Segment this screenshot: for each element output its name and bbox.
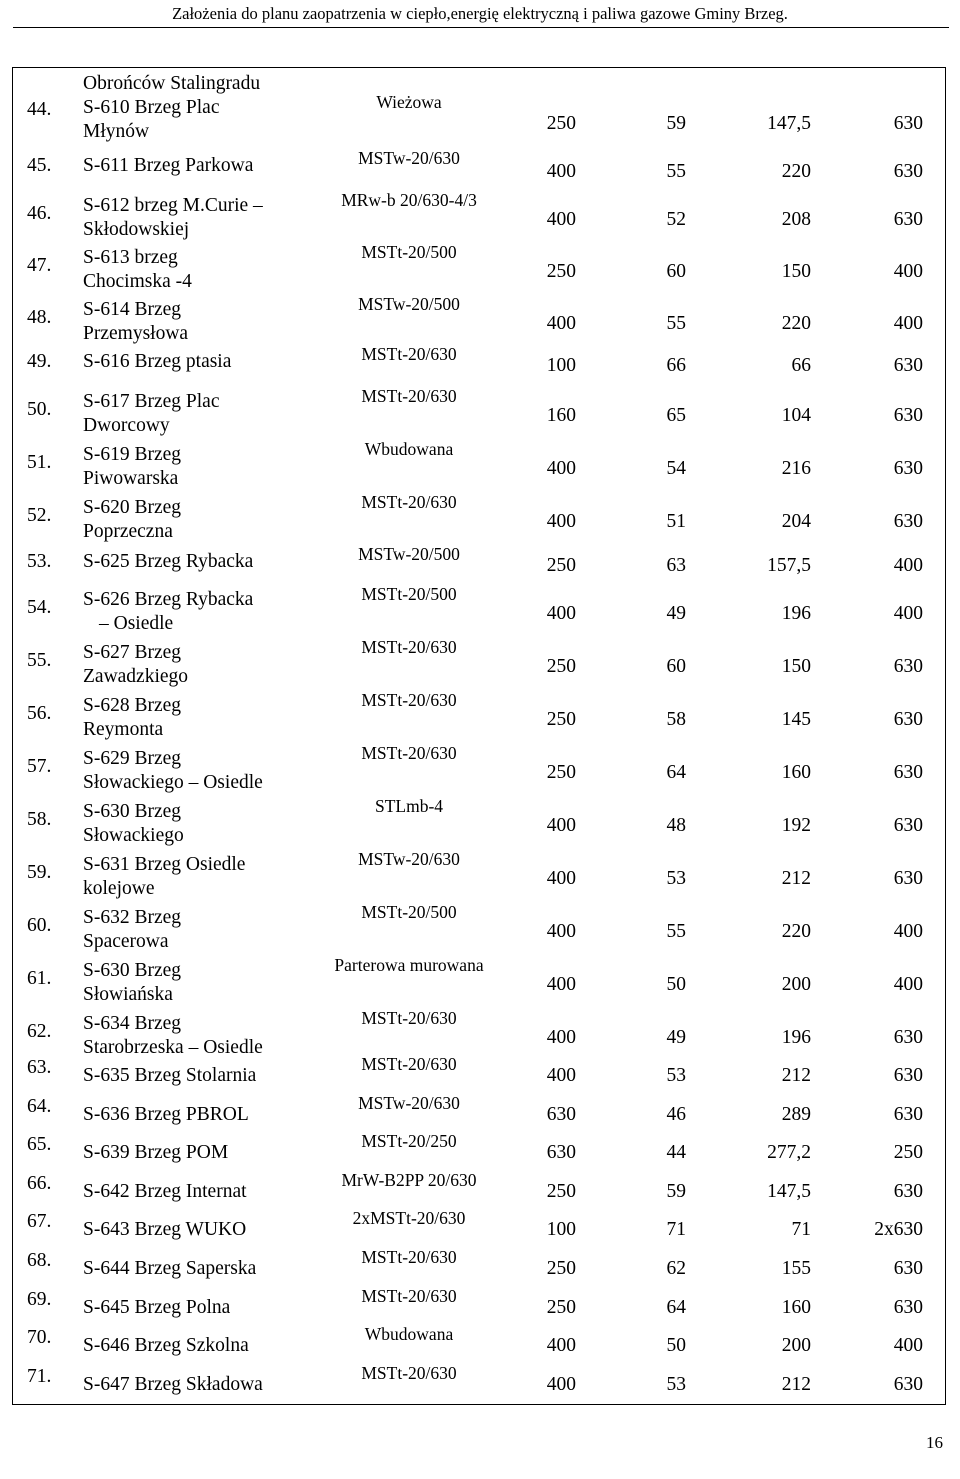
table-row <box>13 148 945 194</box>
station-name-line: kolejowe <box>83 878 155 899</box>
station-name-line: S-636 Brzeg PBROL <box>83 1104 249 1125</box>
station-name-line: Młynów <box>83 121 150 142</box>
row-number: 52. <box>27 505 52 526</box>
value-v1: 400 <box>546 815 576 836</box>
station-name <box>83 246 192 294</box>
value-v1: 400 <box>546 921 576 942</box>
row-number: 57. <box>27 756 52 777</box>
value-v3: 160 <box>781 1297 811 1318</box>
row-number: 47. <box>27 255 52 276</box>
station-name-line: S-646 Brzeg Szkolna <box>83 1335 249 1356</box>
value-v3: 212 <box>781 1065 811 1086</box>
station-type: MSTt-20/250 <box>361 1131 457 1151</box>
station-name-line: S-628 Brzeg <box>83 695 182 716</box>
station-type: 2xMSTt-20/630 <box>352 1208 466 1228</box>
value-v4: 630 <box>893 762 923 783</box>
substation-table <box>12 67 946 1405</box>
value-v2: 65 <box>666 405 686 426</box>
station-type: STLmb-4 <box>374 796 444 816</box>
station-name <box>83 906 181 954</box>
value-v2: 60 <box>666 261 686 282</box>
station-name <box>83 1257 256 1281</box>
table-row <box>13 386 945 442</box>
row-number: 65. <box>27 1134 52 1155</box>
station-name-line: S-611 Brzeg Parkowa <box>83 155 254 176</box>
station-type: MSTt-20/630 <box>361 637 457 657</box>
value-v3: 200 <box>781 974 811 995</box>
station-type: MSTt-20/630 <box>361 743 457 763</box>
value-v1: 400 <box>546 974 576 995</box>
station-type: MSTw-20/500 <box>358 544 460 564</box>
table-row <box>13 637 945 693</box>
station-name <box>83 496 181 544</box>
station-name <box>83 350 231 374</box>
table-row <box>13 584 945 640</box>
station-name-line: Słowackiego – Osiedle <box>83 772 263 793</box>
page-number: 16 <box>926 1433 943 1452</box>
station-type: MSTt-20/500 <box>361 902 457 922</box>
value-v3: 216 <box>781 458 811 479</box>
value-v4: 630 <box>893 709 923 730</box>
value-v2: 48 <box>666 815 686 836</box>
value-v1: 400 <box>546 458 576 479</box>
station-name-line: Słowackiego <box>83 825 184 846</box>
value-v3: 277,2 <box>767 1142 811 1163</box>
station-name-line: Starobrzeska – Osiedle <box>83 1037 263 1058</box>
table-row <box>13 1363 945 1411</box>
value-v2: 63 <box>666 555 686 576</box>
value-v1: 400 <box>546 313 576 334</box>
station-name-line: Zawadzkiego <box>83 666 189 687</box>
station-name <box>83 72 260 144</box>
value-v3: 208 <box>781 209 811 230</box>
station-name-line: S-614 Brzeg <box>83 299 182 320</box>
station-name <box>83 390 219 438</box>
value-v1: 400 <box>546 511 576 532</box>
value-v3: 150 <box>781 656 811 677</box>
station-name <box>83 853 245 901</box>
value-v1: 630 <box>546 1104 576 1125</box>
row-number: 60. <box>27 915 52 936</box>
station-type: MSTt-20/630 <box>361 1247 457 1267</box>
value-v4: 630 <box>893 1065 923 1086</box>
value-v4: 250 <box>893 1142 923 1163</box>
value-v2: 50 <box>666 974 686 995</box>
value-v3: 147,5 <box>767 113 811 134</box>
value-v3: 200 <box>781 1335 811 1356</box>
value-v4: 630 <box>893 1027 923 1048</box>
value-v1: 400 <box>546 1374 576 1395</box>
table-row <box>13 690 945 746</box>
station-name <box>83 154 253 178</box>
station-name <box>83 959 181 1007</box>
station-name <box>83 298 188 346</box>
value-v3: 160 <box>781 762 811 783</box>
station-name <box>83 1334 249 1358</box>
value-v2: 71 <box>666 1219 686 1240</box>
row-number: 63. <box>27 1057 52 1078</box>
station-name-line: S-625 Brzeg Rybacka <box>83 551 254 572</box>
station-name <box>83 443 181 491</box>
station-name-line: S-644 Brzeg Saperska <box>83 1258 257 1279</box>
value-v1: 400 <box>546 1065 576 1086</box>
value-v4: 630 <box>893 815 923 836</box>
row-number: 68. <box>27 1250 52 1271</box>
value-v3: 220 <box>781 921 811 942</box>
row-number: 44. <box>27 99 52 120</box>
value-v2: 64 <box>666 1297 686 1318</box>
value-v4: 630 <box>893 656 923 677</box>
table-row <box>13 796 945 852</box>
row-number: 59. <box>27 862 52 883</box>
station-name-line: S-639 Brzeg POM <box>83 1142 229 1163</box>
station-name-line: Spacerowa <box>83 931 169 952</box>
value-v1: 630 <box>546 1142 576 1163</box>
value-v4: 630 <box>893 1104 923 1125</box>
value-v3: 289 <box>781 1104 811 1125</box>
value-v4: 630 <box>893 1181 923 1202</box>
station-name-line: S-647 Brzeg Składowa <box>83 1374 263 1395</box>
station-name <box>83 550 253 574</box>
station-name <box>83 800 184 848</box>
header-divider <box>13 27 949 28</box>
station-name <box>83 1373 263 1397</box>
station-name <box>83 747 263 795</box>
station-name-line: Przemysłowa <box>83 323 189 344</box>
station-type: MSTt-20/630 <box>361 344 457 364</box>
value-v3: 212 <box>781 868 811 889</box>
value-v1: 400 <box>546 1335 576 1356</box>
value-v2: 46 <box>666 1104 686 1125</box>
station-type: MRw-b 20/630-4/3 <box>341 190 477 210</box>
station-name-line: S-643 Brzeg WUKO <box>83 1219 247 1240</box>
value-v4: 630 <box>893 1374 923 1395</box>
value-v2: 50 <box>666 1335 686 1356</box>
value-v4: 630 <box>893 1297 923 1318</box>
value-v2: 49 <box>666 1027 686 1048</box>
station-type: MSTw-20/630 <box>358 148 460 168</box>
value-v2: 51 <box>666 511 686 532</box>
value-v1: 250 <box>546 555 576 576</box>
value-v1: 250 <box>546 1297 576 1318</box>
station-name-line: S-612 brzeg M.Curie – <box>83 195 263 216</box>
value-v4: 630 <box>893 458 923 479</box>
table-row <box>13 849 945 905</box>
value-v2: 53 <box>666 1065 686 1086</box>
station-name-line: S-630 Brzeg <box>83 801 182 822</box>
table-row <box>13 242 945 298</box>
station-name-line: Dworcowy <box>83 415 170 436</box>
station-type: MrW-B2PP 20/630 <box>341 1170 477 1190</box>
page-header: Założenia do planu zaopatrzenia w ciepło,energię elektryczną i paliwa gazowe Gminy Brzeg. <box>172 4 788 23</box>
station-type: Wbudowana <box>364 439 454 459</box>
table-row <box>13 492 945 548</box>
station-name-line: S-619 Brzeg <box>83 444 182 465</box>
value-v1: 250 <box>546 1258 576 1279</box>
station-name <box>83 588 253 636</box>
row-number: 54. <box>27 597 52 618</box>
table-row <box>13 743 945 799</box>
station-name <box>83 1218 246 1242</box>
row-number: 51. <box>27 452 52 473</box>
station-name-line: S-634 Brzeg <box>83 1013 182 1034</box>
value-v3: 212 <box>781 1374 811 1395</box>
station-type: MSTw-20/630 <box>358 1093 460 1113</box>
station-type: MSTt-20/630 <box>361 386 457 406</box>
value-v4: 630 <box>893 405 923 426</box>
value-v4: 630 <box>893 355 923 376</box>
table-row <box>13 902 945 958</box>
value-v3: 157,5 <box>767 555 811 576</box>
row-number: 58. <box>27 809 52 830</box>
row-number: 46. <box>27 203 52 224</box>
station-type: MSTt-20/630 <box>361 1286 457 1306</box>
station-name-line: Reymonta <box>83 719 164 740</box>
station-name <box>83 1103 249 1127</box>
station-name-line: S-645 Brzeg Polna <box>83 1297 231 1318</box>
station-name <box>83 1064 256 1088</box>
station-type: MSTt-20/630 <box>361 1363 457 1383</box>
value-v3: 147,5 <box>767 1181 811 1202</box>
station-type: Wbudowana <box>364 1324 454 1344</box>
value-v1: 160 <box>546 405 576 426</box>
value-v1: 250 <box>546 261 576 282</box>
row-number: 61. <box>27 968 52 989</box>
station-type: MSTt-20/630 <box>361 1054 457 1074</box>
station-name-line: S-616 Brzeg ptasia <box>83 351 232 372</box>
station-type: MSTt-20/630 <box>361 690 457 710</box>
value-v2: 55 <box>666 161 686 182</box>
value-v2: 49 <box>666 603 686 624</box>
row-number: 50. <box>27 399 52 420</box>
station-name-line: Słowiańska <box>83 984 173 1005</box>
station-name-line: S-629 Brzeg <box>83 748 182 769</box>
value-v4: 630 <box>893 868 923 889</box>
value-v3: 145 <box>781 709 811 730</box>
value-v4: 400 <box>893 974 923 995</box>
row-number: 67. <box>27 1211 52 1232</box>
value-v2: 59 <box>666 113 686 134</box>
station-name-line: S-642 Brzeg Internat <box>83 1181 247 1202</box>
station-name-line: Chocimska -4 <box>83 271 192 292</box>
value-v2: 58 <box>666 709 686 730</box>
value-v4: 630 <box>893 113 923 134</box>
station-type: MSTt-20/630 <box>361 1008 457 1028</box>
value-v1: 100 <box>546 1219 576 1240</box>
value-v3: 155 <box>781 1258 811 1279</box>
value-v3: 192 <box>781 815 811 836</box>
value-v1: 400 <box>546 161 576 182</box>
station-name <box>83 1180 247 1204</box>
value-v3: 66 <box>791 355 811 376</box>
row-number: 66. <box>27 1173 52 1194</box>
value-v2: 44 <box>666 1142 686 1163</box>
value-v1: 400 <box>546 1027 576 1048</box>
station-name-line: Obrońców Stalingradu <box>83 73 261 94</box>
row-number: 71. <box>27 1366 52 1387</box>
row-number: 69. <box>27 1289 52 1310</box>
value-v2: 64 <box>666 762 686 783</box>
row-number: 70. <box>27 1327 52 1348</box>
station-name <box>83 694 181 742</box>
station-name <box>83 1141 228 1165</box>
value-v1: 250 <box>546 1181 576 1202</box>
row-number: 62. <box>27 1021 52 1042</box>
station-type: MSTw-20/500 <box>358 294 460 314</box>
station-name <box>83 1012 263 1060</box>
value-v2: 62 <box>666 1258 686 1279</box>
value-v4: 400 <box>893 603 923 624</box>
row-number: 56. <box>27 703 52 724</box>
station-name-line: S-630 Brzeg <box>83 960 182 981</box>
station-name-line: S-635 Brzeg Stolarnia <box>83 1065 257 1086</box>
row-number: 49. <box>27 351 52 372</box>
value-v2: 53 <box>666 1374 686 1395</box>
value-v2: 55 <box>666 921 686 942</box>
value-v4: 400 <box>893 261 923 282</box>
value-v1: 250 <box>546 762 576 783</box>
table-row <box>13 439 945 495</box>
table-row <box>13 294 945 350</box>
value-v1: 250 <box>546 113 576 134</box>
row-number: 45. <box>27 155 52 176</box>
station-name-line: S-617 Brzeg Plac <box>83 391 220 412</box>
station-name <box>83 1296 230 1320</box>
value-v1: 400 <box>546 603 576 624</box>
table-row <box>13 72 945 156</box>
row-number: 53. <box>27 551 52 572</box>
station-name-line: Piwowarska <box>83 468 179 489</box>
value-v4: 630 <box>893 511 923 532</box>
value-v1: 250 <box>546 709 576 730</box>
station-name-line: S-632 Brzeg <box>83 907 182 928</box>
value-v4: 630 <box>893 161 923 182</box>
station-type: MSTt-20/500 <box>361 242 457 262</box>
station-name-line: S-620 Brzeg <box>83 497 182 518</box>
value-v4: 400 <box>893 555 923 576</box>
value-v3: 150 <box>781 261 811 282</box>
value-v2: 60 <box>666 656 686 677</box>
value-v4: 630 <box>893 1258 923 1279</box>
value-v1: 100 <box>546 355 576 376</box>
value-v2: 54 <box>666 458 686 479</box>
row-number: 64. <box>27 1096 52 1117</box>
station-name-line: S-610 Brzeg Plac <box>83 97 220 118</box>
station-name <box>83 641 188 689</box>
station-name-line: S-613 brzeg <box>83 247 178 268</box>
value-v3: 71 <box>791 1219 811 1240</box>
value-v3: 220 <box>781 313 811 334</box>
value-v4: 400 <box>893 313 923 334</box>
value-v1: 400 <box>546 209 576 230</box>
table-row <box>13 190 945 246</box>
station-name <box>83 194 263 242</box>
station-type: MSTt-20/500 <box>361 584 457 604</box>
value-v1: 250 <box>546 656 576 677</box>
value-v3: 104 <box>781 405 811 426</box>
station-type: MSTt-20/630 <box>361 492 457 512</box>
station-name-line: S-626 Brzeg Rybacka <box>83 589 254 610</box>
station-name-line: – Osiedle <box>99 613 174 634</box>
table-row <box>13 955 945 1011</box>
station-type: Wieżowa <box>376 92 442 112</box>
value-v3: 220 <box>781 161 811 182</box>
row-number: 48. <box>27 307 52 328</box>
table-row <box>13 344 945 388</box>
value-v3: 196 <box>781 1027 811 1048</box>
station-name-line: S-627 Brzeg <box>83 642 182 663</box>
value-v4: 400 <box>893 1335 923 1356</box>
value-v1: 400 <box>546 868 576 889</box>
station-name-line: Poprzeczna <box>83 521 173 542</box>
table-row <box>13 544 945 588</box>
value-v4: 2x630 <box>874 1219 923 1240</box>
value-v2: 52 <box>666 209 686 230</box>
value-v2: 66 <box>666 355 686 376</box>
value-v4: 630 <box>893 209 923 230</box>
value-v3: 204 <box>781 511 811 532</box>
value-v3: 196 <box>781 603 811 624</box>
station-type: MSTw-20/630 <box>358 849 460 869</box>
station-name-line: S-631 Brzeg Osiedle <box>83 854 246 875</box>
value-v2: 59 <box>666 1181 686 1202</box>
station-name-line: Skłodowskiej <box>83 219 190 240</box>
value-v2: 53 <box>666 868 686 889</box>
value-v2: 55 <box>666 313 686 334</box>
row-number: 55. <box>27 650 52 671</box>
value-v4: 400 <box>893 921 923 942</box>
station-type: Parterowa murowana <box>334 955 484 975</box>
